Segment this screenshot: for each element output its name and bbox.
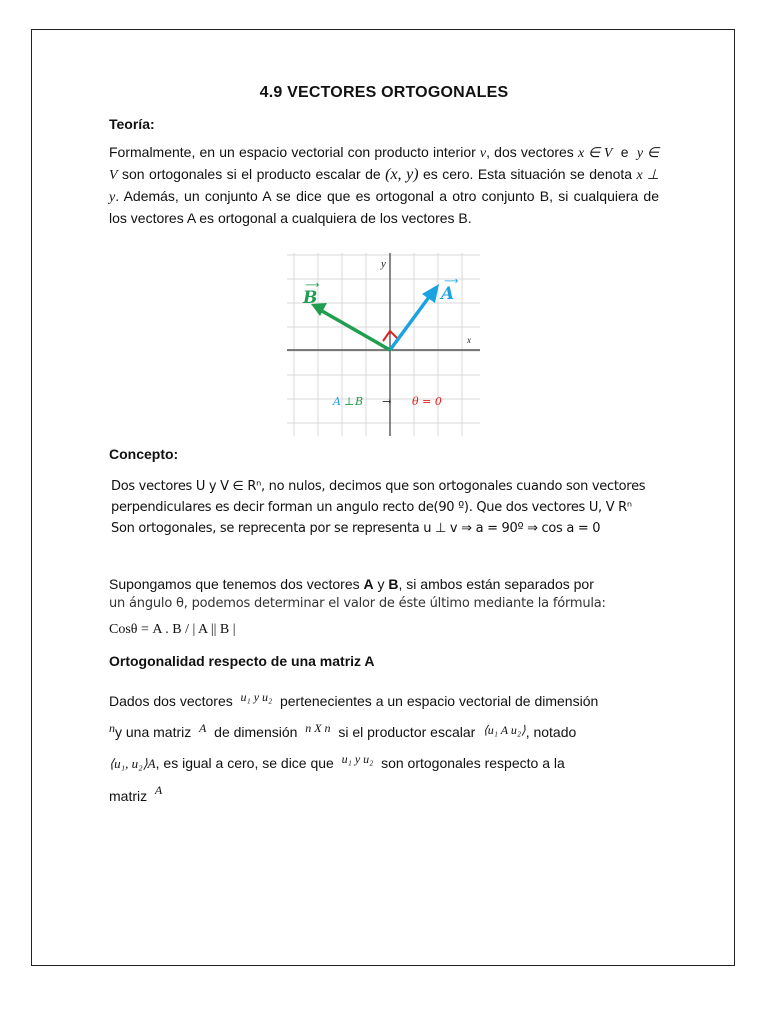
math-v: v — [479, 146, 487, 161]
bold-a: A — [363, 576, 374, 592]
math-xy: (x, y) — [385, 166, 419, 183]
teoria-paragraph — [109, 142, 659, 228]
perp-b: B — [355, 395, 364, 408]
matriz-text: , notado — [525, 724, 577, 740]
bold-b: B — [388, 576, 399, 592]
teoria-text: , dos vectores — [486, 144, 574, 160]
matriz-text: , es igual a cero, se dice que — [155, 755, 334, 771]
vector-b-label: B — [303, 288, 318, 308]
theta-zero: θ = 0 — [412, 395, 442, 408]
math-a: A — [154, 783, 163, 797]
angulo-text: Supongamos que tenemos dos vectores — [109, 576, 364, 592]
matriz-section — [109, 684, 661, 810]
concepto-heading: Concepto: — [109, 446, 179, 462]
matriz-text: matriz — [109, 788, 148, 804]
teoria-text: Formalmente, en un espacio vectorial con producto interior — [109, 144, 476, 160]
vector-a-label-arrow: ⟶ — [444, 276, 459, 287]
matriz-text: pertenecientes a un espacio vectorial de dimensión — [279, 693, 599, 709]
angle-formula: Cosθ = A . B / | A || B | — [109, 622, 236, 637]
angulo-text: , si ambos están separados por — [398, 576, 594, 592]
matriz-text: Dados dos vectores — [109, 693, 233, 709]
perp-symbol: ⊥ — [344, 395, 355, 408]
axis-label-x: x — [467, 335, 471, 345]
perp-statement — [332, 395, 442, 408]
concepto-text — [111, 476, 691, 539]
matriz-text: si el productor escalar — [338, 724, 476, 740]
math-inner-product-notation: ⟨u₁, u₂⟩A — [109, 756, 156, 771]
math-u1-u2: u₁ y u₂ — [240, 690, 273, 704]
math-u1-u2: u₁ y u₂ — [341, 752, 374, 766]
teoria-section — [109, 84, 659, 228]
math-x-perp-y: x ⊥ y — [109, 168, 660, 205]
math-n: n — [109, 721, 115, 735]
teoria-text: . Además, un conjunto A se dice que es ortogonal a — [115, 188, 448, 204]
math-nxn: n X n — [305, 721, 331, 735]
teoria-text: son ortogonales si el producto escalar de — [122, 166, 381, 182]
math-x-in-v: x ∈ V — [577, 146, 613, 161]
matriz-text: de dimensión — [214, 724, 298, 740]
matriz-line — [109, 684, 661, 715]
axis-label-y: y — [381, 258, 386, 270]
concepto-line: Dos vectores U y V ∈ Rⁿ, no nulos, decimos que son ortogonales cuando son vectores — [111, 479, 646, 494]
concepto-line: perpendiculares es decir forman un angulo recto de(90 º). Que dos vectores U, V Rⁿ — [111, 500, 632, 515]
math-a: A — [199, 721, 207, 735]
perp-a: A — [333, 395, 341, 408]
orthogonal-vectors-figure — [287, 253, 480, 436]
teoria-text: e — [620, 144, 629, 160]
vector-a-label: A — [441, 284, 455, 304]
math-inner-product: ⟨u₁ A u₂⟩ — [483, 723, 526, 737]
teoria-heading: Teoría: — [109, 116, 155, 132]
concepto-line: Son ortogonales, se reprecenta por se representa u ⊥ v ⇒ a = 90º ⇒ cos a = 0 — [111, 521, 601, 536]
angulo-text: y — [373, 576, 389, 592]
teoria-text: situación se denota — [510, 166, 633, 182]
teoria-text: es cero. Esta — [423, 166, 506, 182]
vector-b-label-arrow: ⟶ — [305, 280, 320, 291]
matriz-heading: Ortogonalidad respecto de una matriz A — [109, 653, 375, 669]
matriz-line — [109, 777, 661, 810]
teoria-text: otro conjunto B, si cualquiera de los vectores A es ortogonal a cualquiera de los vectores B. — [109, 188, 660, 226]
angulo-line — [109, 574, 661, 594]
angulo-line: un ángulo θ, podemos determinar el valor de éste último mediante la fórmula: — [109, 596, 606, 611]
implies-arrow: → — [382, 395, 392, 408]
matriz-text: son ortogonales respecto a la — [381, 755, 565, 771]
angulo-section — [109, 574, 661, 640]
page-title: 4.9 VECTORES ORTOGONALES — [259, 84, 509, 101]
math-y-in-v: y ∈ V — [109, 146, 660, 183]
matriz-line — [109, 746, 661, 777]
matriz-text: y una matriz — [115, 724, 192, 740]
matriz-line — [109, 715, 661, 746]
